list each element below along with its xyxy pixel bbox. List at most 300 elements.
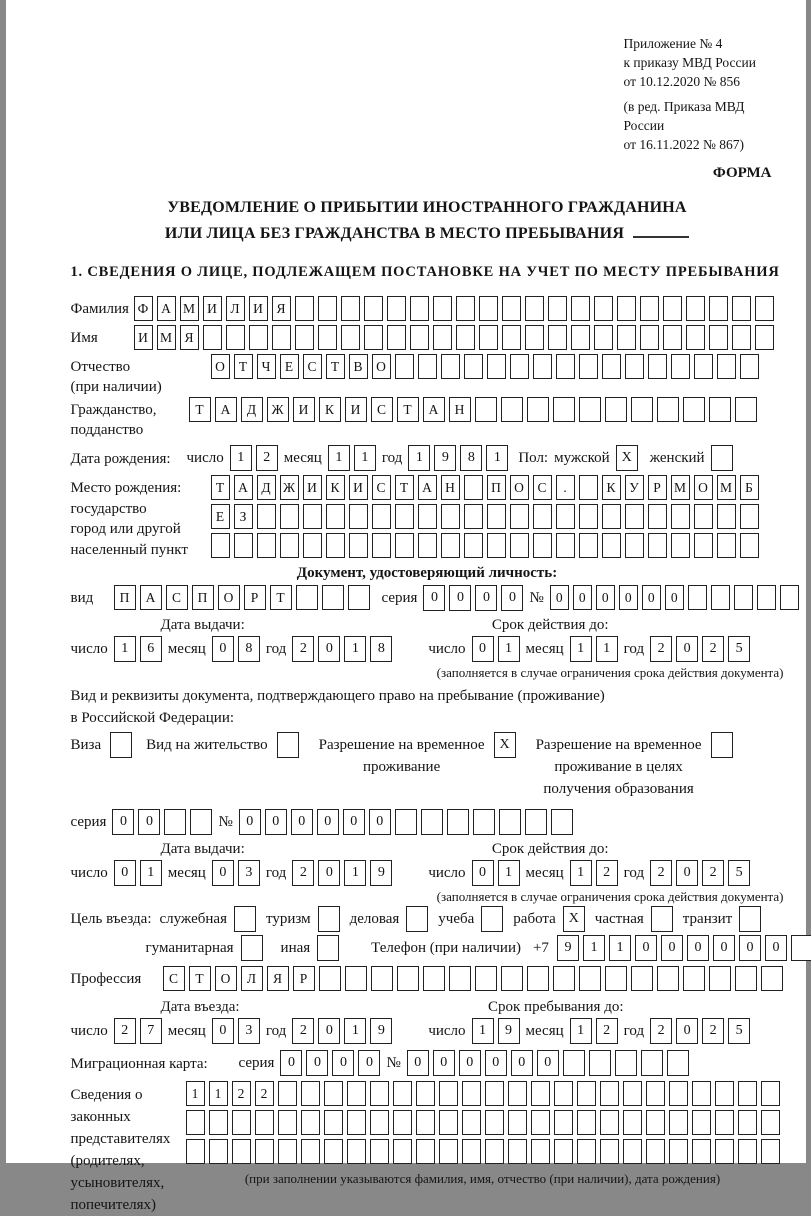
char-cell[interactable] — [255, 1139, 274, 1164]
char-cell[interactable] — [464, 354, 483, 379]
char-cell[interactable] — [441, 354, 460, 379]
char-cell[interactable] — [740, 354, 759, 379]
sex-male-checkbox[interactable]: X — [616, 445, 638, 471]
char-cell[interactable]: Л — [226, 296, 245, 321]
char-cell[interactable] — [531, 1110, 550, 1135]
char-cell[interactable]: 9 — [498, 1018, 520, 1044]
char-cell[interactable] — [257, 504, 276, 529]
char-cell[interactable] — [761, 1081, 780, 1106]
char-cell[interactable] — [319, 966, 341, 991]
char-cell[interactable] — [686, 325, 705, 350]
char-cell[interactable] — [416, 1139, 435, 1164]
char-cell[interactable] — [485, 1110, 504, 1135]
char-cell[interactable] — [278, 1110, 297, 1135]
char-cell[interactable] — [449, 966, 471, 991]
char-cell[interactable]: 0 — [265, 809, 287, 835]
char-cell[interactable] — [502, 296, 521, 321]
char-cell[interactable]: 2 — [596, 1018, 618, 1044]
char-cell[interactable] — [594, 296, 613, 321]
char-cell[interactable] — [735, 397, 757, 422]
char-cell[interactable] — [625, 533, 644, 558]
char-cell[interactable]: М — [671, 475, 690, 500]
char-cell[interactable] — [232, 1110, 251, 1135]
char-cell[interactable] — [755, 296, 774, 321]
char-cell[interactable]: . — [556, 475, 575, 500]
char-cell[interactable] — [441, 504, 460, 529]
char-cell[interactable]: Я — [180, 325, 199, 350]
char-cell[interactable]: О — [211, 354, 230, 379]
char-cell[interactable]: К — [602, 475, 621, 500]
char-cell[interactable] — [372, 504, 391, 529]
char-cell[interactable] — [669, 1139, 688, 1164]
char-cell[interactable]: 9 — [370, 860, 392, 886]
char-cell[interactable]: С — [371, 397, 393, 422]
char-cell[interactable] — [694, 354, 713, 379]
char-cell[interactable] — [556, 354, 575, 379]
char-cell[interactable]: Т — [189, 397, 211, 422]
char-cell[interactable] — [348, 585, 370, 610]
visa-checkbox[interactable] — [110, 732, 132, 758]
char-cell[interactable] — [554, 1110, 573, 1135]
char-cell[interactable] — [602, 504, 621, 529]
char-cell[interactable] — [508, 1110, 527, 1135]
char-cell[interactable]: 0 — [665, 585, 684, 610]
char-cell[interactable]: Д — [241, 397, 263, 422]
char-cell[interactable] — [475, 966, 497, 991]
char-cell[interactable] — [600, 1110, 619, 1135]
char-cell[interactable] — [556, 533, 575, 558]
char-cell[interactable] — [688, 585, 707, 610]
char-cell[interactable] — [525, 296, 544, 321]
char-cell[interactable]: 0 — [332, 1050, 354, 1076]
char-cell[interactable]: 0 — [212, 636, 234, 662]
char-cell[interactable]: Т — [211, 475, 230, 500]
char-cell[interactable]: 0 — [676, 636, 698, 662]
char-cell[interactable] — [395, 354, 414, 379]
char-cell[interactable]: 1 — [354, 445, 376, 471]
char-cell[interactable] — [623, 1110, 642, 1135]
char-cell[interactable]: 0 — [212, 860, 234, 886]
purpose-transit-checkbox[interactable] — [739, 906, 761, 932]
char-cell[interactable]: Я — [267, 966, 289, 991]
char-cell[interactable] — [554, 1081, 573, 1106]
char-cell[interactable] — [487, 533, 506, 558]
char-cell[interactable] — [341, 325, 360, 350]
char-cell[interactable]: 1 — [344, 636, 366, 662]
char-cell[interactable] — [301, 1110, 320, 1135]
char-cell[interactable]: Т — [270, 585, 292, 610]
char-cell[interactable] — [761, 966, 783, 991]
char-cell[interactable] — [324, 1081, 343, 1106]
char-cell[interactable] — [487, 354, 506, 379]
char-cell[interactable] — [646, 1110, 665, 1135]
char-cell[interactable]: А — [215, 397, 237, 422]
char-cell[interactable] — [439, 1081, 458, 1106]
char-cell[interactable] — [738, 1139, 757, 1164]
char-cell[interactable] — [533, 504, 552, 529]
char-cell[interactable] — [418, 533, 437, 558]
char-cell[interactable]: 2 — [255, 1081, 274, 1106]
char-cell[interactable]: 5 — [728, 1018, 750, 1044]
char-cell[interactable] — [640, 325, 659, 350]
char-cell[interactable]: 1 — [209, 1081, 228, 1106]
char-cell[interactable] — [393, 1139, 412, 1164]
temp-residence-education-checkbox[interactable] — [711, 732, 733, 758]
char-cell[interactable]: 0 — [114, 860, 136, 886]
char-cell[interactable]: 0 — [112, 809, 134, 835]
char-cell[interactable] — [418, 504, 437, 529]
char-cell[interactable]: 1 — [570, 636, 592, 662]
char-cell[interactable] — [364, 296, 383, 321]
char-cell[interactable]: О — [510, 475, 529, 500]
char-cell[interactable]: Р — [648, 475, 667, 500]
char-cell[interactable] — [605, 966, 627, 991]
purpose-tourism-checkbox[interactable] — [318, 906, 340, 932]
char-cell[interactable] — [301, 1081, 320, 1106]
char-cell[interactable] — [755, 325, 774, 350]
char-cell[interactable] — [663, 296, 682, 321]
char-cell[interactable] — [579, 966, 601, 991]
char-cell[interactable] — [410, 325, 429, 350]
char-cell[interactable] — [502, 325, 521, 350]
char-cell[interactable] — [341, 296, 360, 321]
char-cell[interactable] — [510, 354, 529, 379]
sex-female-checkbox[interactable] — [711, 445, 733, 471]
char-cell[interactable] — [671, 504, 690, 529]
char-cell[interactable]: Д — [257, 475, 276, 500]
char-cell[interactable] — [531, 1139, 550, 1164]
char-cell[interactable]: 2 — [114, 1018, 136, 1044]
char-cell[interactable] — [615, 1050, 637, 1076]
char-cell[interactable] — [683, 397, 705, 422]
char-cell[interactable]: 1 — [583, 935, 605, 961]
char-cell[interactable] — [326, 504, 345, 529]
char-cell[interactable]: 0 — [449, 585, 471, 611]
char-cell[interactable]: 2 — [650, 860, 672, 886]
char-cell[interactable]: 0 — [676, 1018, 698, 1044]
char-cell[interactable]: И — [249, 296, 268, 321]
char-cell[interactable] — [479, 325, 498, 350]
char-cell[interactable]: 2 — [292, 860, 314, 886]
char-cell[interactable] — [648, 354, 667, 379]
char-cell[interactable] — [623, 1081, 642, 1106]
char-cell[interactable]: О — [372, 354, 391, 379]
char-cell[interactable] — [717, 504, 736, 529]
char-cell[interactable]: 2 — [650, 636, 672, 662]
purpose-other-checkbox[interactable] — [317, 935, 339, 961]
char-cell[interactable]: З — [234, 504, 253, 529]
char-cell[interactable]: 0 — [306, 1050, 328, 1076]
char-cell[interactable]: А — [157, 296, 176, 321]
char-cell[interactable] — [571, 325, 590, 350]
char-cell[interactable]: Р — [244, 585, 266, 610]
char-cell[interactable] — [473, 809, 495, 835]
char-cell[interactable] — [761, 1139, 780, 1164]
char-cell[interactable]: 0 — [687, 935, 709, 961]
char-cell[interactable] — [370, 1110, 389, 1135]
char-cell[interactable] — [303, 504, 322, 529]
char-cell[interactable]: Т — [395, 475, 414, 500]
char-cell[interactable]: С — [166, 585, 188, 610]
char-cell[interactable] — [740, 533, 759, 558]
char-cell[interactable] — [761, 1110, 780, 1135]
char-cell[interactable] — [475, 397, 497, 422]
char-cell[interactable] — [280, 533, 299, 558]
char-cell[interactable] — [395, 504, 414, 529]
char-cell[interactable]: И — [303, 475, 322, 500]
char-cell[interactable] — [301, 1139, 320, 1164]
char-cell[interactable]: 0 — [676, 860, 698, 886]
char-cell[interactable] — [631, 966, 653, 991]
char-cell[interactable]: 2 — [292, 1018, 314, 1044]
char-cell[interactable]: Н — [449, 397, 471, 422]
char-cell[interactable] — [709, 966, 731, 991]
char-cell[interactable]: У — [625, 475, 644, 500]
char-cell[interactable] — [209, 1139, 228, 1164]
char-cell[interactable]: Н — [441, 475, 460, 500]
char-cell[interactable] — [548, 296, 567, 321]
char-cell[interactable]: Р — [293, 966, 315, 991]
char-cell[interactable]: 9 — [557, 935, 579, 961]
char-cell[interactable] — [757, 585, 776, 610]
char-cell[interactable]: М — [157, 325, 176, 350]
char-cell[interactable]: 1 — [498, 636, 520, 662]
char-cell[interactable]: 1 — [140, 860, 162, 886]
char-cell[interactable] — [433, 296, 452, 321]
char-cell[interactable]: 0 — [317, 809, 339, 835]
char-cell[interactable] — [295, 325, 314, 350]
char-cell[interactable]: 0 — [239, 809, 261, 835]
char-cell[interactable] — [393, 1081, 412, 1106]
char-cell[interactable] — [527, 397, 549, 422]
char-cell[interactable] — [347, 1081, 366, 1106]
char-cell[interactable] — [464, 533, 483, 558]
char-cell[interactable]: 2 — [596, 860, 618, 886]
char-cell[interactable] — [226, 325, 245, 350]
char-cell[interactable] — [371, 966, 393, 991]
char-cell[interactable] — [209, 1110, 228, 1135]
char-cell[interactable]: И — [345, 397, 367, 422]
char-cell[interactable] — [738, 1110, 757, 1135]
char-cell[interactable] — [249, 325, 268, 350]
char-cell[interactable] — [418, 354, 437, 379]
char-cell[interactable]: А — [418, 475, 437, 500]
char-cell[interactable]: 0 — [318, 1018, 340, 1044]
char-cell[interactable] — [464, 504, 483, 529]
char-cell[interactable] — [234, 533, 253, 558]
char-cell[interactable] — [657, 966, 679, 991]
char-cell[interactable] — [372, 533, 391, 558]
purpose-private-checkbox[interactable] — [651, 906, 673, 932]
char-cell[interactable] — [646, 1139, 665, 1164]
char-cell[interactable] — [692, 1081, 711, 1106]
char-cell[interactable]: В — [349, 354, 368, 379]
char-cell[interactable] — [553, 397, 575, 422]
char-cell[interactable] — [387, 296, 406, 321]
char-cell[interactable]: С — [372, 475, 391, 500]
char-cell[interactable]: Л — [241, 966, 263, 991]
char-cell[interactable]: 0 — [573, 585, 592, 610]
char-cell[interactable]: 9 — [370, 1018, 392, 1044]
char-cell[interactable]: С — [163, 966, 185, 991]
char-cell[interactable] — [462, 1110, 481, 1135]
char-cell[interactable] — [617, 296, 636, 321]
char-cell[interactable]: К — [319, 397, 341, 422]
char-cell[interactable]: Ж — [267, 397, 289, 422]
char-cell[interactable] — [602, 533, 621, 558]
char-cell[interactable]: 2 — [702, 1018, 724, 1044]
char-cell[interactable] — [203, 325, 222, 350]
char-cell[interactable] — [617, 325, 636, 350]
char-cell[interactable]: 1 — [230, 445, 252, 471]
char-cell[interactable] — [657, 397, 679, 422]
char-cell[interactable] — [510, 504, 529, 529]
char-cell[interactable] — [579, 354, 598, 379]
char-cell[interactable]: 2 — [702, 860, 724, 886]
char-cell[interactable] — [423, 966, 445, 991]
char-cell[interactable]: 1 — [570, 1018, 592, 1044]
char-cell[interactable] — [717, 533, 736, 558]
char-cell[interactable] — [326, 533, 345, 558]
char-cell[interactable]: 0 — [661, 935, 683, 961]
char-cell[interactable] — [735, 966, 757, 991]
char-cell[interactable] — [370, 1139, 389, 1164]
char-cell[interactable]: О — [218, 585, 240, 610]
char-cell[interactable] — [740, 504, 759, 529]
char-cell[interactable] — [600, 1139, 619, 1164]
char-cell[interactable] — [717, 354, 736, 379]
char-cell[interactable]: 1 — [344, 860, 366, 886]
char-cell[interactable]: М — [717, 475, 736, 500]
char-cell[interactable] — [631, 397, 653, 422]
char-cell[interactable]: 0 — [511, 1050, 533, 1076]
char-cell[interactable]: 1 — [344, 1018, 366, 1044]
char-cell[interactable] — [686, 296, 705, 321]
char-cell[interactable]: Т — [189, 966, 211, 991]
char-cell[interactable] — [499, 809, 521, 835]
char-cell[interactable] — [571, 296, 590, 321]
char-cell[interactable] — [186, 1110, 205, 1135]
char-cell[interactable]: 1 — [609, 935, 631, 961]
char-cell[interactable] — [485, 1081, 504, 1106]
char-cell[interactable]: 0 — [212, 1018, 234, 1044]
char-cell[interactable]: 1 — [596, 636, 618, 662]
char-cell[interactable] — [324, 1110, 343, 1135]
char-cell[interactable] — [211, 533, 230, 558]
char-cell[interactable]: 0 — [291, 809, 313, 835]
char-cell[interactable]: А — [234, 475, 253, 500]
char-cell[interactable]: 2 — [232, 1081, 251, 1106]
char-cell[interactable]: С — [303, 354, 322, 379]
char-cell[interactable]: Т — [326, 354, 345, 379]
char-cell[interactable] — [605, 397, 627, 422]
char-cell[interactable] — [625, 504, 644, 529]
char-cell[interactable] — [533, 354, 552, 379]
char-cell[interactable]: 0 — [472, 860, 494, 886]
char-cell[interactable] — [190, 809, 212, 835]
char-cell[interactable]: С — [533, 475, 552, 500]
char-cell[interactable] — [669, 1081, 688, 1106]
char-cell[interactable]: 0 — [318, 860, 340, 886]
char-cell[interactable] — [683, 966, 705, 991]
char-cell[interactable] — [303, 533, 322, 558]
purpose-study-checkbox[interactable] — [481, 906, 503, 932]
char-cell[interactable]: 8 — [370, 636, 392, 662]
char-cell[interactable] — [395, 533, 414, 558]
char-cell[interactable]: 0 — [501, 585, 523, 611]
char-cell[interactable] — [347, 1139, 366, 1164]
char-cell[interactable]: Т — [234, 354, 253, 379]
char-cell[interactable] — [349, 504, 368, 529]
char-cell[interactable]: 0 — [433, 1050, 455, 1076]
char-cell[interactable] — [501, 966, 523, 991]
char-cell[interactable] — [648, 533, 667, 558]
char-cell[interactable] — [278, 1139, 297, 1164]
char-cell[interactable] — [462, 1081, 481, 1106]
char-cell[interactable] — [525, 809, 547, 835]
char-cell[interactable]: Ж — [280, 475, 299, 500]
char-cell[interactable] — [738, 1081, 757, 1106]
char-cell[interactable]: 5 — [728, 636, 750, 662]
char-cell[interactable]: 1 — [328, 445, 350, 471]
char-cell[interactable] — [602, 354, 621, 379]
char-cell[interactable] — [462, 1139, 481, 1164]
char-cell[interactable]: 0 — [138, 809, 160, 835]
char-cell[interactable]: Е — [280, 354, 299, 379]
char-cell[interactable] — [732, 325, 751, 350]
temp-residence-checkbox[interactable]: X — [494, 732, 516, 758]
char-cell[interactable]: 6 — [140, 636, 162, 662]
char-cell[interactable]: 8 — [460, 445, 482, 471]
char-cell[interactable] — [296, 585, 318, 610]
char-cell[interactable]: 0 — [635, 935, 657, 961]
char-cell[interactable] — [487, 504, 506, 529]
char-cell[interactable] — [324, 1139, 343, 1164]
char-cell[interactable] — [508, 1139, 527, 1164]
char-cell[interactable] — [563, 1050, 585, 1076]
char-cell[interactable]: И — [203, 296, 222, 321]
char-cell[interactable]: И — [293, 397, 315, 422]
char-cell[interactable] — [464, 475, 483, 500]
char-cell[interactable] — [579, 397, 601, 422]
char-cell[interactable] — [667, 1050, 689, 1076]
char-cell[interactable]: 1 — [186, 1081, 205, 1106]
char-cell[interactable]: 0 — [713, 935, 735, 961]
char-cell[interactable] — [439, 1139, 458, 1164]
char-cell[interactable] — [456, 325, 475, 350]
char-cell[interactable]: 3 — [238, 1018, 260, 1044]
char-cell[interactable] — [395, 809, 417, 835]
char-cell[interactable] — [709, 296, 728, 321]
char-cell[interactable]: 0 — [472, 636, 494, 662]
char-cell[interactable]: П — [192, 585, 214, 610]
char-cell[interactable]: Б — [740, 475, 759, 500]
char-cell[interactable] — [439, 1110, 458, 1135]
char-cell[interactable] — [416, 1081, 435, 1106]
char-cell[interactable] — [421, 809, 443, 835]
char-cell[interactable] — [625, 354, 644, 379]
char-cell[interactable] — [709, 397, 731, 422]
char-cell[interactable] — [345, 966, 367, 991]
char-cell[interactable] — [232, 1139, 251, 1164]
char-cell[interactable]: 3 — [238, 860, 260, 886]
char-cell[interactable] — [594, 325, 613, 350]
char-cell[interactable] — [456, 296, 475, 321]
char-cell[interactable]: 0 — [343, 809, 365, 835]
char-cell[interactable] — [641, 1050, 663, 1076]
char-cell[interactable] — [533, 533, 552, 558]
char-cell[interactable] — [732, 296, 751, 321]
